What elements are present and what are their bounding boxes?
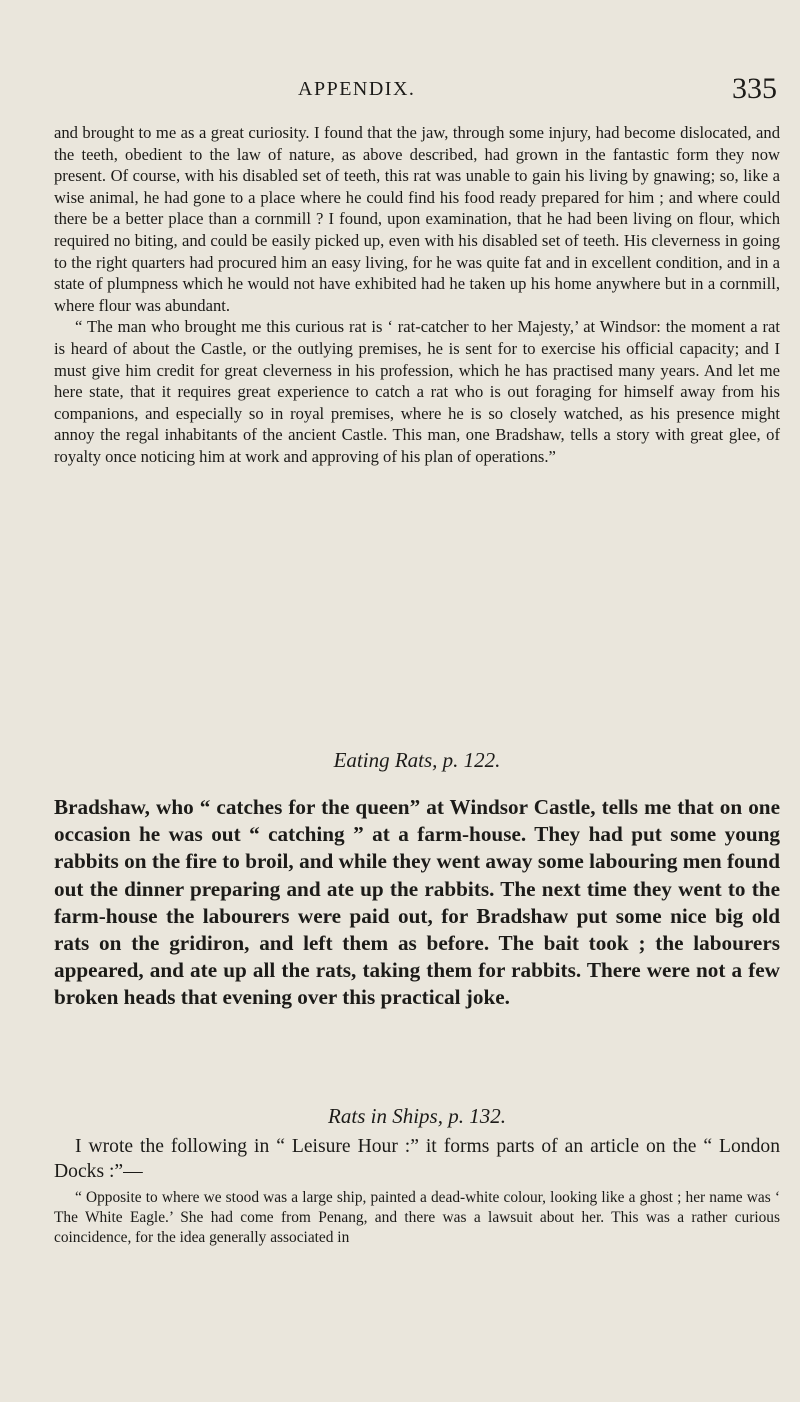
quotation-block xyxy=(54,1188,780,1249)
section-heading-wrap xyxy=(54,748,780,773)
paragraph: I wrote the following in “ Leisure Hour :” it forms parts of an article on the “ London Docks :”— xyxy=(54,1136,780,1182)
opening-text-block xyxy=(54,122,780,468)
paragraph: and brought to me as a great curiosity. I found that the jaw, through some injury, had become dislocated, and the teeth, obedient to the law of nature, as above described, had grown in the fantastic form they now present. Of course, with his disabled set of teeth, this rat was unable to gain his living by gnawing; so, like a wise animal, he had gone to a place where he could find his food ready prepared for him ; and where could there be a better place than a cornmill ? I found, upon examination, that he had been living on flour, which required no biting, and could be easily picked up, even with his disabled set of teeth. His cleverness in going to the right quarters had procured him an easy living, for he was quite fat and in excellent condition, and in a state of plumpness which he would not have exhibited had he taken up his home anywhere but in a cornmill, where flour was abundant. xyxy=(54,123,780,315)
section-heading: Rats in Ships, p. 132. xyxy=(328,1104,506,1128)
section-heading-wrap xyxy=(54,1104,780,1129)
eating-rats-text-block xyxy=(54,794,780,1012)
running-head xyxy=(0,72,800,108)
paragraph: Bradshaw, who “ catches for the queen” at Windsor Castle, tells me that on one occasion he was out “ catching ” at a farm-house. They had put some young rabbits on the fire to broil, and while they went away some labouring men found out the dinner preparing and ate up the rabbits. The next time they went to the farm-house the labourers were paid out, for Bradshaw put some nice big old rats on the gridiron, and left them as before. The bait took ; the labourers appeared, and ate up all the rats, taking them for rabbits. There were not a few broken heads that evening over this practical joke. xyxy=(54,795,780,1010)
rats-in-ships-intro xyxy=(54,1134,780,1184)
paragraph: “ The man who brought me this curious rat is ‘ rat-catcher to her Majesty,’ at Windsor: the moment a rat is heard of about the Castle, or the outlying premises, he is sent for to exercise his official capacity; and I must give him credit for great cleverness in his profession, which he has practised many years. And let me here state, that it requires great experience to catch a rat who is out foraging for himself away from his companions, and especially so in royal premises, where he is so closely watched, as his presence might annoy the regal inhabitants of the ancient Castle. This man, one Bradshaw, tells a story with great glee, of royalty once noticing him at work and approving of his plan of operations.” xyxy=(54,317,780,466)
running-head-title: APPENDIX. xyxy=(298,78,416,100)
paragraph: “ Opposite to where we stood was a large ship, painted a dead-white colour, looking like a ghost ; her name was ‘ The White Eagle.’ She had come from Penang, and there was a lawsuit about her. This was a rather curious coincidence, for the idea generally associated in xyxy=(54,1189,780,1247)
page-number: 335 xyxy=(732,72,777,105)
section-heading: Eating Rats, p. 122. xyxy=(333,748,501,772)
